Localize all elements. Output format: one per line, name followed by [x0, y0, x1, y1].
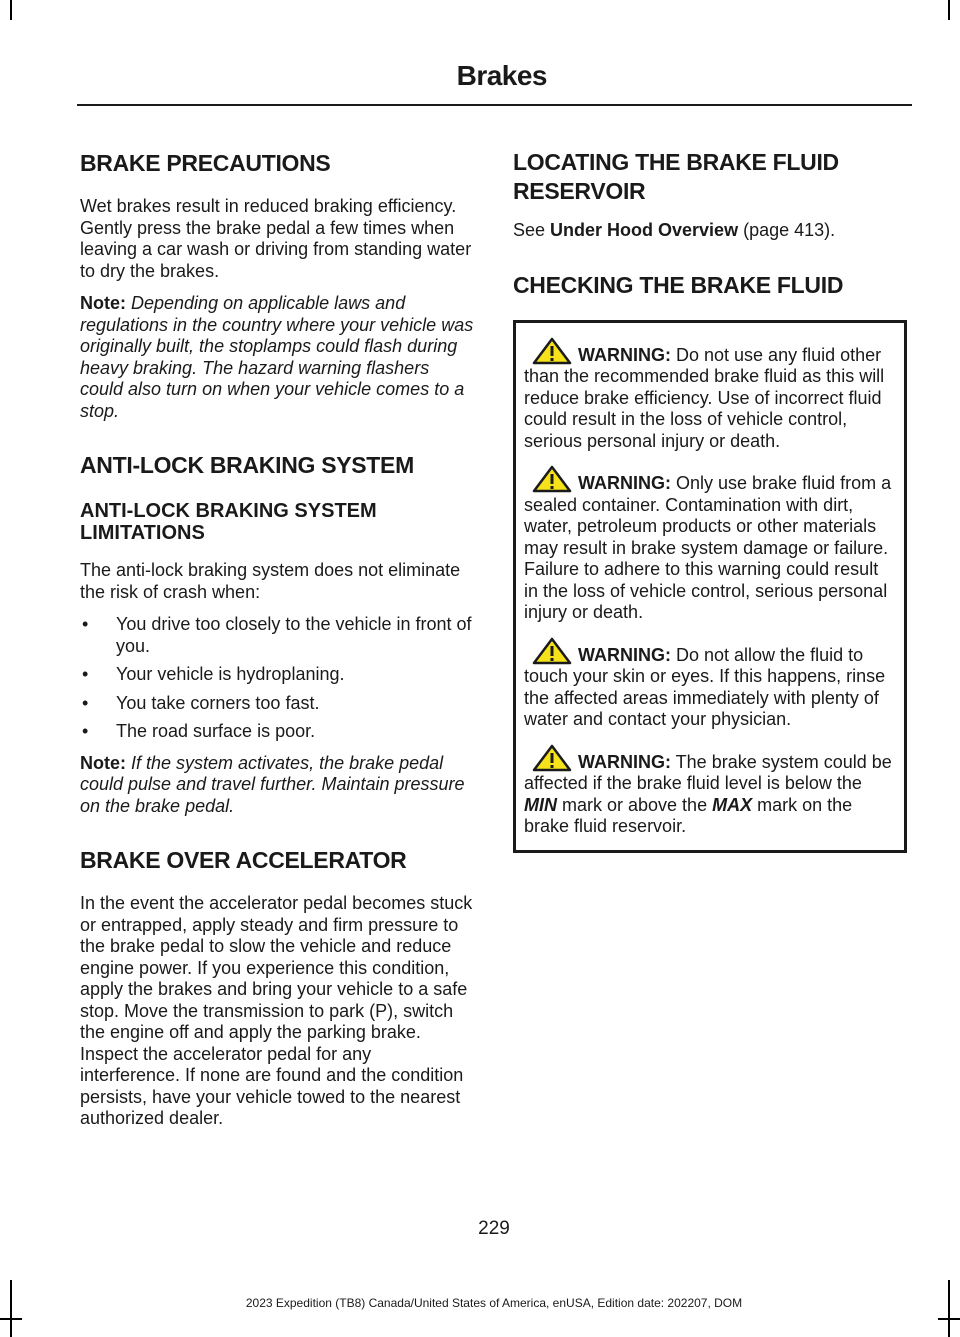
warning-box [513, 320, 907, 853]
warning-text: Only use brake fluid from a sealed container. Contamination with dirt, water, petroleum products or other materials may result in brake system damage or failure. Failure to adhere to this warning could result in the loss of vehicle control, serious personal injury or death. [524, 473, 892, 622]
warning-triangle-icon [532, 744, 572, 772]
brake-precautions-note [80, 293, 476, 422]
checking-fluid-heading: CHECKING THE BRAKE FLUID [513, 271, 844, 298]
note-text: If the system activates, the brake pedal could pulse and travel further. Maintain pressure on the brake pedal. [80, 752, 465, 816]
warning-label: WARNING: [578, 644, 671, 665]
page-title: Brakes [456, 60, 547, 91]
list-item: • You drive too closely to the vehicle in front of you. [80, 614, 476, 657]
note-label: Note: [80, 293, 126, 313]
warning-text: Do not allow the fluid to touch your skin or eyes. If this happens, rinse the affected areas immediately with plenty of water and contact your physician. [524, 644, 886, 729]
abs-note [80, 753, 476, 818]
list-item: • You take corners too fast. [80, 693, 476, 715]
header-rule [77, 104, 912, 106]
abs-intro: The anti-lock braking system does not eliminate the risk of crash when: [80, 560, 461, 602]
list-item: • The road surface is poor. [80, 721, 476, 743]
edition-footer: 2023 Expedition (TB8) Canada/United States of America, enUSA, Edition date: 202207, DOM [245, 1296, 743, 1310]
warning-text: Do not use any fluid other than the recommended brake fluid as this will reduce brake efficiency. Use of incorrect fluid could result in the loss of vehicle control, serious personal injury or death. [524, 344, 885, 451]
see-reference [513, 220, 907, 242]
left-column [80, 148, 476, 1141]
min-mark: MIN [524, 794, 557, 815]
warning-item [524, 465, 896, 624]
crop-mark [948, 0, 950, 20]
right-column [513, 148, 907, 853]
warning-item [524, 337, 896, 453]
note-label: Note: [80, 752, 126, 773]
warning-triangle-icon [532, 637, 572, 665]
under-hood-overview-link[interactable]: Under Hood Overview [550, 220, 739, 240]
warning-label: WARNING: [578, 751, 671, 772]
abs-limitations-heading: ANTI-LOCK BRAKING SYSTEM LIMITATIONS [80, 500, 377, 544]
warning-text: mark or above the [557, 794, 713, 815]
warning-label: WARNING: [578, 473, 671, 493]
crop-mark [10, 0, 12, 20]
boa-heading: BRAKE OVER ACCELERATOR [80, 847, 407, 873]
crop-mark [0, 1318, 22, 1320]
see-label: See [513, 220, 551, 240]
note-text: Depending on applicable laws and regulations in the country where your vehicle was originally built, the stoplamps could flash during heavy braking. The hazard warning flashers could also turn on when your vehicle comes to a stop. [80, 293, 474, 421]
warning-item [524, 744, 896, 838]
page-number: 229 [478, 1218, 510, 1239]
warning-triangle-icon [532, 465, 572, 493]
brake-precautions-body: Wet brakes result in reduced braking efficiency. Gently press the brake pedal a few times when leaving a car wash or driving from standing water to dry the brakes. [80, 196, 472, 281]
warning-text: The brake system could be affected if the brake fluid level is below the [524, 751, 892, 793]
warning-text: mark on the brake fluid reservoir. [524, 794, 853, 836]
boa-body: In the event the accelerator pedal becomes stuck or entrapped, apply steady and firm pressure to the brake pedal to slow the vehicle and reduce engine power. If you experience this condition, apply the brakes and bring your vehicle to a safe stop. Move the transmission to park (P), switch the engine off and apply the parking brake. Inspect the accelerator pedal for any interference. If none are found and the condition persists, have your vehicle towed to the nearest authorized dealer. [80, 893, 473, 1128]
list-item: • Your vehicle is hydroplaning. [80, 664, 476, 686]
page-ref: (page 413). [738, 220, 836, 240]
abs-limitations-list [80, 614, 476, 743]
warning-item [524, 637, 896, 731]
locating-reservoir-heading: LOCATING THE BRAKE FLUID RESERVOIR [513, 149, 839, 204]
abs-heading: ANTI-LOCK BRAKING SYSTEM [80, 452, 414, 478]
crop-mark [938, 1318, 960, 1320]
warning-label: WARNING: [578, 344, 671, 365]
max-mark: MAX [712, 794, 753, 815]
warning-triangle-icon [532, 337, 572, 365]
brake-precautions-heading: BRAKE PRECAUTIONS [80, 150, 331, 176]
